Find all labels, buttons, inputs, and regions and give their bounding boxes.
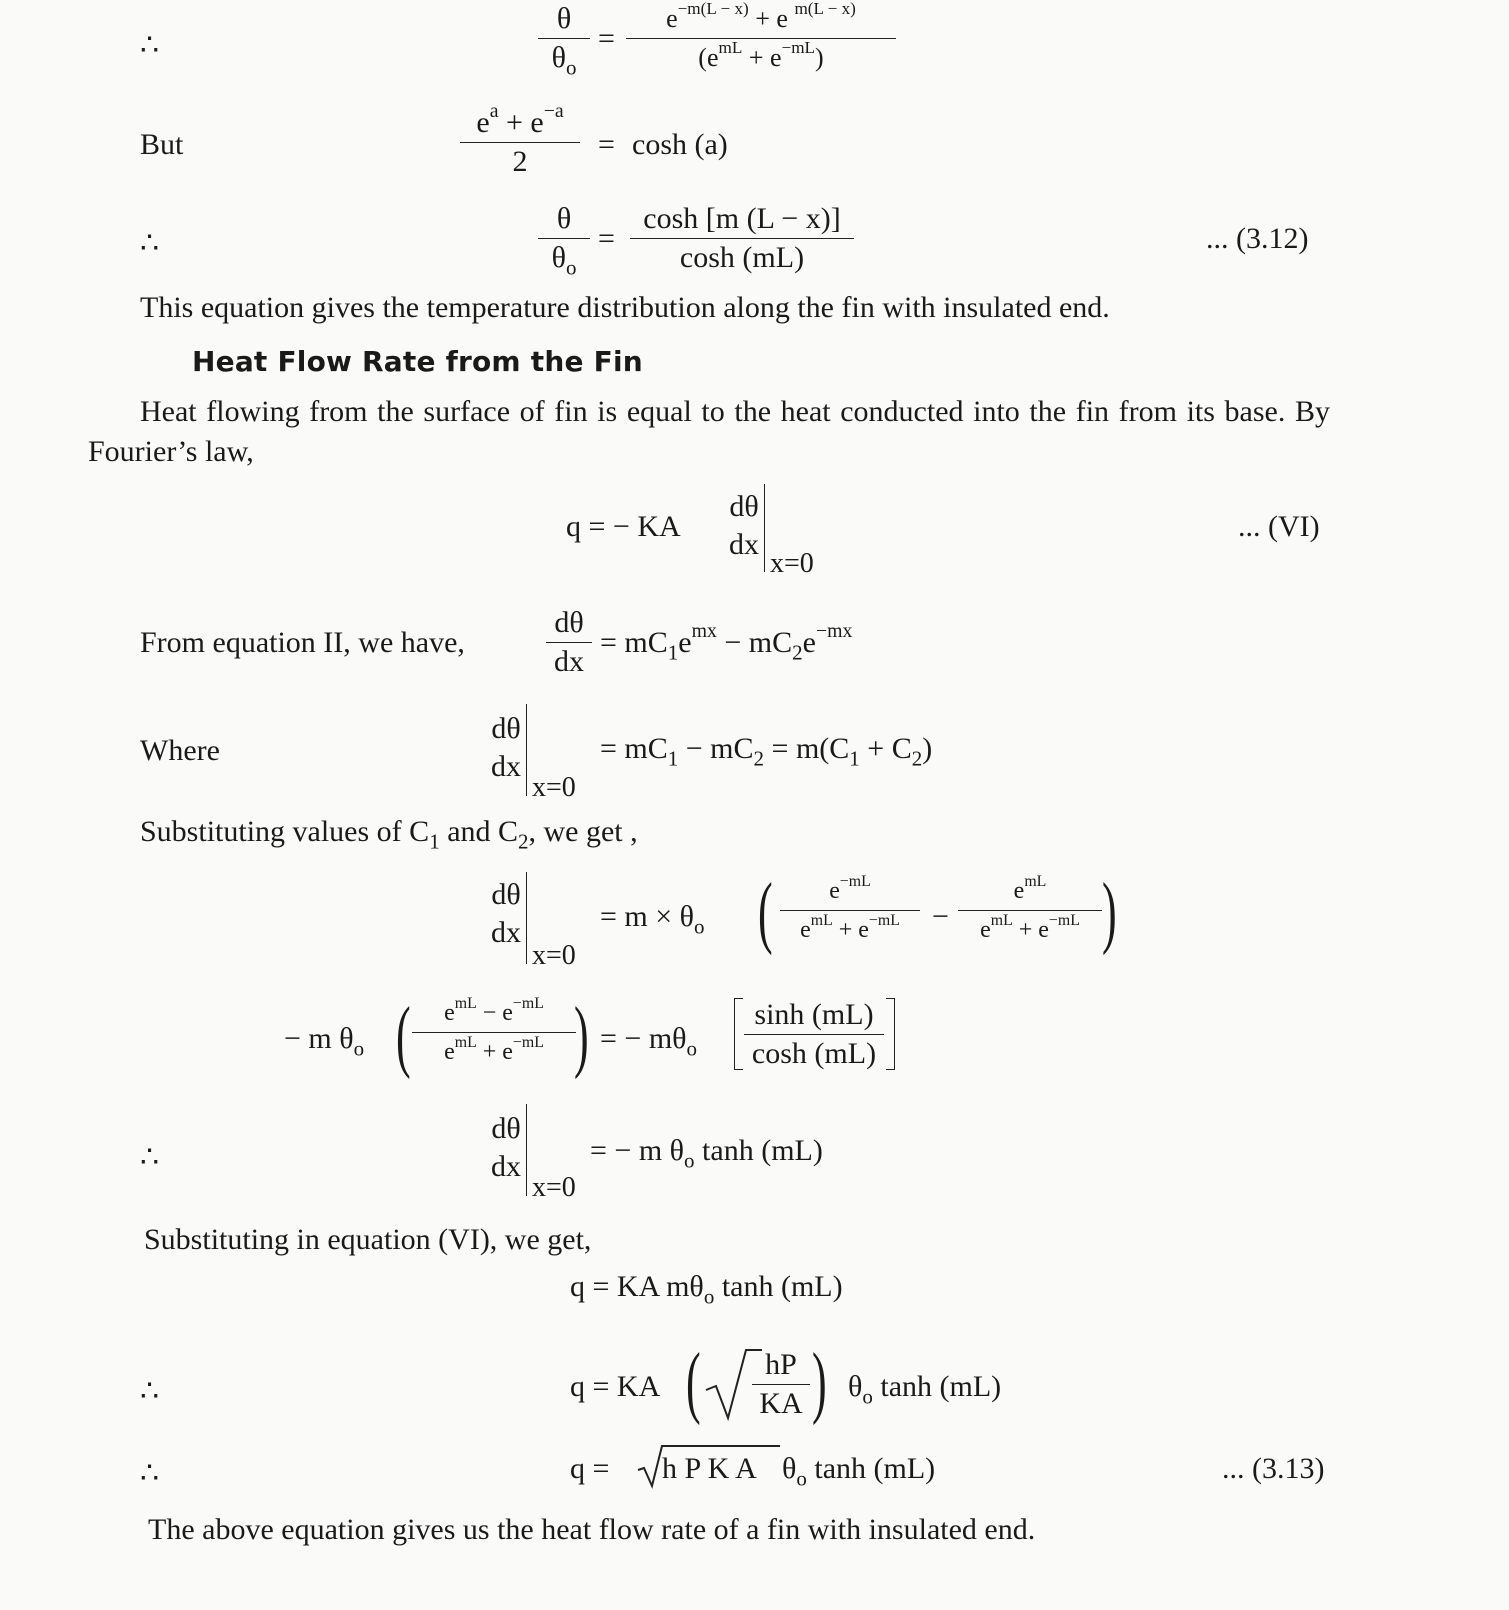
fraction-hp-ka: $\frac{hP}{KA}$ bbox=[752, 1346, 810, 1423]
text-temperature-distribution: This equation gives the temperature distribution along the fin with insulated end. bbox=[140, 291, 1110, 324]
fraction-sinh-ratio: $e^{mL} - e^{-mL}$ $e^{mL} + e^{-mL}$ bbox=[412, 994, 576, 1071]
equation-11-lhs: q = KA bbox=[570, 1370, 661, 1403]
equation-1-rhs: $e^{-m(L - x)} + e$ $^{m(L - x)}$ $(e^{mL} + e^{-mL})$ bbox=[626, 0, 896, 77]
right-bracket bbox=[886, 998, 895, 1070]
eval-subscript: x=0 bbox=[532, 1172, 576, 1203]
equation-10: q = KA $m\theta_o$ tanh (mL) bbox=[570, 1270, 843, 1309]
equation-number-3-13: ... (3.13) bbox=[1222, 1452, 1325, 1485]
evaluation-bar bbox=[526, 1104, 527, 1196]
left-paren: ( bbox=[686, 1338, 701, 1426]
equation-3-rhs: $\frac{\cosh [m (L - x)]}{\cosh (mL)}$ bbox=[630, 200, 854, 277]
minus-sign: − bbox=[932, 900, 949, 933]
equation-12-lhs: q = bbox=[570, 1452, 610, 1485]
section-heading: Heat Flow Rate from the Fin bbox=[192, 345, 643, 378]
equation-2-rhs: cosh (a) bbox=[632, 128, 728, 161]
evaluation-bar bbox=[526, 872, 527, 964]
derivative-d-theta-dx: dθ dx bbox=[729, 490, 759, 561]
derivative-d-theta-dx: dθ dx bbox=[491, 712, 521, 783]
left-paren: ( bbox=[758, 868, 773, 956]
where-label: Where bbox=[140, 734, 220, 767]
right-paren: ) bbox=[812, 1338, 827, 1426]
equals-sign: = bbox=[598, 222, 615, 255]
equals-sign: = bbox=[598, 22, 615, 55]
equation-8-mid: = − $m\theta_o$ bbox=[600, 1022, 698, 1061]
equation-8-prefix: − m $\theta_o$ bbox=[284, 1022, 365, 1061]
fraction-1: $e^{-mL}$ $e^{mL} + e^{-mL}$ bbox=[780, 872, 920, 949]
evaluation-bar bbox=[526, 704, 527, 796]
fraction-tanh: $\frac{\sinh (mL)}{\cosh (mL)}$ bbox=[744, 996, 884, 1073]
equation-4-lhs: q = − KA bbox=[566, 510, 681, 543]
equation-2-lhs: $\frac{e^a + e^{-a}}{2}$ bbox=[460, 104, 580, 181]
eval-subscript: x=0 bbox=[532, 940, 576, 971]
eval-subscript: x=0 bbox=[532, 772, 576, 803]
left-bracket bbox=[734, 998, 743, 1070]
equals-sign: = bbox=[598, 128, 615, 161]
equation-6-rhs: = $mC_1 - mC_2 = m(C_1 + C_2)$ bbox=[600, 732, 933, 771]
therefore-symbol: ∴ bbox=[140, 227, 160, 260]
equation-5-rhs: = $mC_1e^{mx} - mC_2e^{-mx}$ bbox=[600, 620, 853, 665]
equation-number-vi: ... (VI) bbox=[1238, 510, 1320, 543]
derivative-d-theta-dx: $\frac{d\theta}{dx}$ bbox=[546, 604, 592, 681]
equation-11-rhs: $\theta_o$ tanh (mL) bbox=[848, 1370, 1002, 1409]
eval-subscript: x=0 bbox=[770, 548, 814, 579]
text-heat-flow-rate-conclusion: The above equation gives us the heat flow rate of a fin with insulated end. bbox=[148, 1513, 1036, 1546]
therefore-symbol: ∴ bbox=[140, 1457, 160, 1490]
derivative-d-theta-dx: dθ dx bbox=[491, 1112, 521, 1183]
equation-1-lhs: $\frac{\theta}{\theta_o}$ bbox=[538, 0, 590, 77]
left-paren: ( bbox=[396, 992, 411, 1080]
equation-3-lhs: $\frac{\theta}{\theta_o}$ bbox=[538, 200, 590, 277]
equation-9-rhs: = − m $\theta_o$ tanh (mL) bbox=[590, 1134, 823, 1173]
from-equation-label: From equation II, we have, bbox=[140, 626, 465, 659]
but-label: But bbox=[140, 128, 184, 161]
equation-7-rhs-prefix: = $m \times \theta_o$ bbox=[600, 900, 705, 939]
equation-12-radicand: h P K A bbox=[662, 1452, 757, 1485]
fraction-2: $e^{mL}$ $e^{mL} + e^{-mL}$ bbox=[958, 872, 1102, 949]
therefore-symbol: ∴ bbox=[140, 29, 160, 62]
right-paren: ) bbox=[574, 992, 589, 1080]
evaluation-bar bbox=[764, 484, 765, 572]
equation-12-rhs: $\theta_o$ tanh (mL) bbox=[782, 1452, 936, 1491]
text-substituting-values: Substituting values of $C_1$ and $C_2$, we get , bbox=[140, 815, 638, 854]
text-heat-flowing: Heat flowing from the surface of fin is equal to the heat conducted into the fin from its base. By Fourier’s law, bbox=[88, 395, 1330, 468]
right-paren: ) bbox=[1102, 868, 1117, 956]
derivative-d-theta-dx: dθ dx bbox=[491, 878, 521, 949]
equation-number-3-12: ... (3.12) bbox=[1206, 222, 1309, 255]
therefore-symbol: ∴ bbox=[140, 1141, 160, 1174]
therefore-symbol: ∴ bbox=[140, 1375, 160, 1408]
text-substituting-in-eq-vi: Substituting in equation (VI), we get, bbox=[144, 1223, 592, 1256]
